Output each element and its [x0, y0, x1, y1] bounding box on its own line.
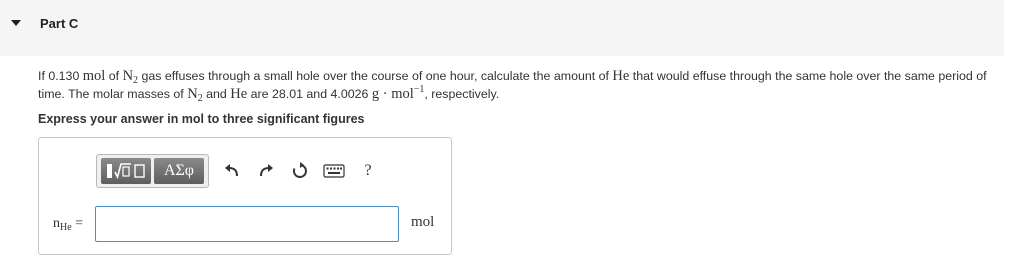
unit-label: mol: [411, 214, 435, 230]
reset-icon[interactable]: [283, 154, 317, 188]
part-header[interactable]: [0, 0, 1004, 56]
templates-button[interactable]: [101, 158, 151, 184]
question-text: If 0.130 mol of $N_2$ gas effuses through a small hole over the course of one hour, calculate the amount of He that would effuse through the same hole over the same period of time. The molar masses of $N_2$ and He are 28.01 and 4.0026 g · mol$^{-1}$, respectively.: [38, 68, 987, 104]
answer-box: [38, 137, 452, 255]
part-title: Part C: [40, 16, 79, 31]
redo-icon[interactable]: [249, 154, 283, 188]
help-icon[interactable]: ?: [364, 162, 372, 179]
undo-icon[interactable]: [215, 154, 249, 188]
template-group: [96, 154, 209, 188]
answer-input[interactable]: [95, 206, 399, 242]
keyboard-icon[interactable]: [317, 154, 351, 188]
math-toolbar: [96, 154, 385, 188]
greek-symbols-button[interactable]: ΑΣφ: [154, 158, 204, 184]
answer-row: [39, 204, 451, 244]
answer-variable-label: $n_{He}$ =: [53, 216, 84, 233]
templates-icon: [105, 161, 147, 181]
answer-instruction: Express your answer in mol to three significant figures: [38, 112, 365, 126]
collapse-caret-icon[interactable]: [11, 20, 21, 26]
